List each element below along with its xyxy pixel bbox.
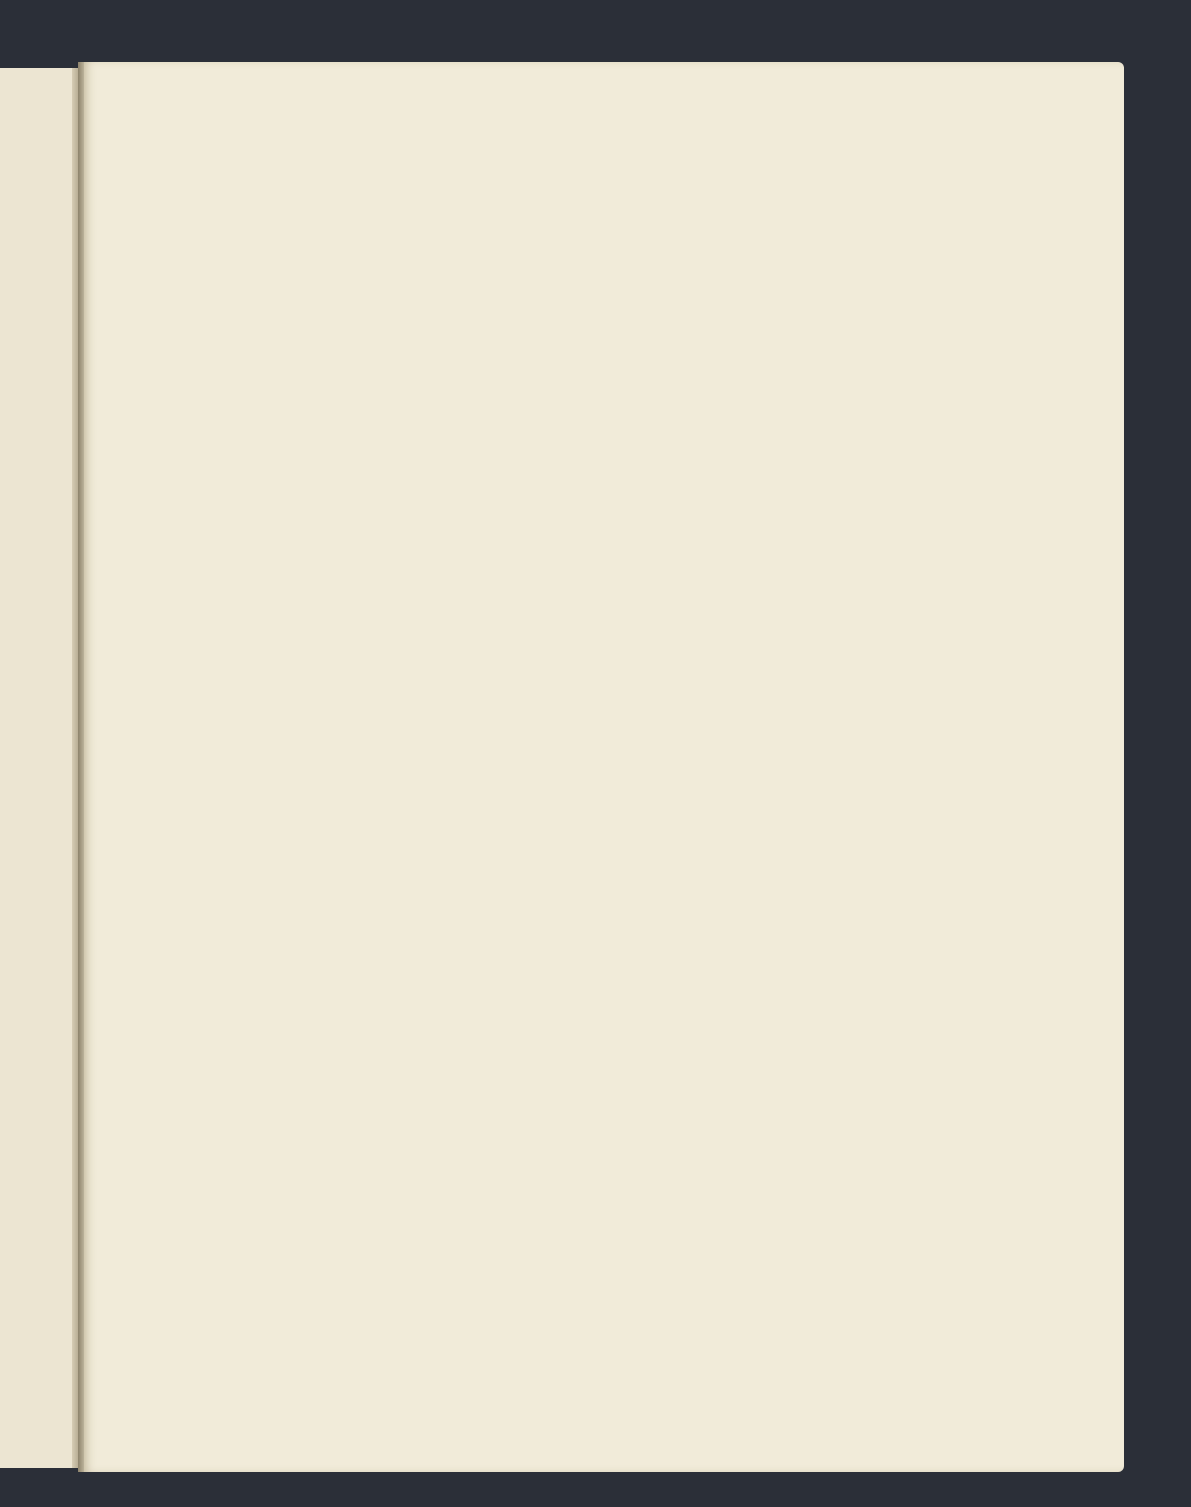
- ledger-page: [84, 62, 1124, 1472]
- left-page: [0, 68, 78, 1468]
